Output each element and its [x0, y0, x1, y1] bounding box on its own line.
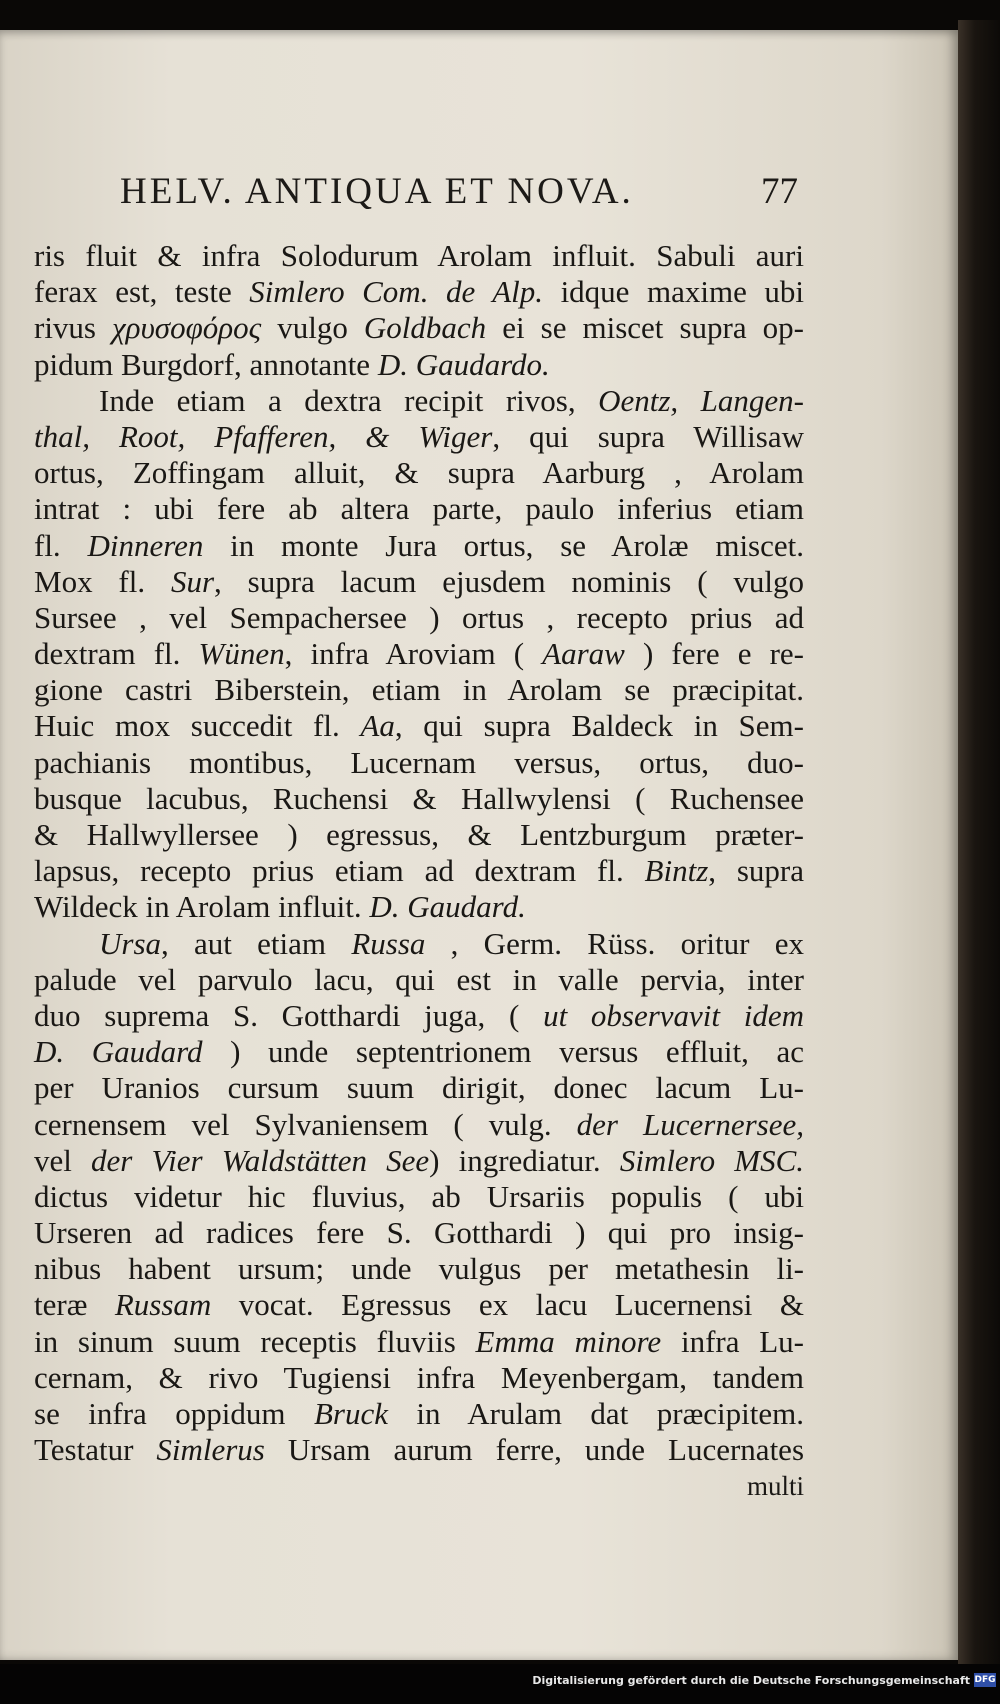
text-segment: pachianis montibus, Lucernam versus, ortus, duo- [34, 744, 804, 780]
text-segment: , supra lacum ejusdem nominis ( vulgo [214, 563, 804, 599]
text-segment: duo suprema S. Gotthardi juga, ( [34, 997, 544, 1033]
catchword: multi [746, 1471, 804, 1502]
italic-segment: Simlerus [156, 1432, 265, 1468]
text-segment: pidum Burgdorf, annotante [34, 346, 378, 382]
text-segment: Mox fl. [34, 563, 171, 599]
text-line [34, 564, 804, 600]
italic-segment: Russa [351, 925, 426, 961]
text-segment: in Arulam dat præcipitem. [387, 1396, 804, 1431]
text-segment: nibus habent ursum; unde vulgus per metathesin li- [34, 1251, 804, 1287]
text-line [34, 853, 804, 889]
text-line [34, 383, 804, 419]
text-segment: se infra oppidum [34, 1396, 314, 1431]
text-segment: , infra Aroviam ( [284, 636, 543, 672]
italic-segment: Bruck [313, 1396, 388, 1431]
italic-segment: Aaraw [542, 636, 625, 672]
text-line [34, 274, 804, 310]
text-segment: Ursam aurum ferre, unde Lucernates [264, 1432, 805, 1468]
text-segment: idque maxime ubi [543, 274, 804, 310]
text-line [34, 1432, 804, 1468]
text-line [34, 1034, 804, 1070]
text-line [34, 817, 804, 853]
text-line [34, 781, 804, 817]
italic-segment: Emma minore [475, 1323, 662, 1359]
text-line [34, 600, 804, 636]
text-line [34, 238, 804, 274]
text-line [34, 1179, 804, 1215]
book-spine-shadow [958, 20, 1000, 1670]
italic-segment: Russam [114, 1287, 212, 1323]
italic-segment: D. Gaudard. [369, 889, 526, 925]
text-line [34, 491, 804, 527]
text-segment: Huic mox succedit fl. [34, 708, 361, 744]
text-segment: ) unde septentrionem versus effluit, ac [202, 1034, 804, 1070]
text-segment: vel [34, 1142, 92, 1178]
text-line [34, 745, 804, 781]
text-segment: , aut etiam [161, 925, 352, 961]
italic-segment: der Lucernersee, [576, 1106, 804, 1142]
text-segment: Inde etiam a dextra recipit rivos, [99, 382, 599, 418]
italic-segment: Dinneren [87, 527, 204, 563]
italic-segment: Aa [360, 708, 395, 744]
text-line [34, 998, 804, 1034]
text-segment: Sursee , vel Sempachersee ) ortus , recepto prius ad [34, 599, 804, 635]
text-segment: ferax est, teste [34, 274, 250, 310]
text-line [34, 1251, 804, 1287]
text-line [34, 1215, 804, 1251]
text-segment: dextram fl. [34, 636, 199, 672]
text-segment: infra Lu- [661, 1323, 804, 1359]
text-line [34, 636, 804, 672]
italic-segment: Oentz, Langen- [598, 382, 804, 418]
italic-segment: Simlero Com. de Alp. [249, 274, 544, 310]
text-segment: dictus videtur hic fluvius, ab Ursariis populis ( ubi [34, 1178, 804, 1214]
text-line [34, 1324, 804, 1360]
italic-segment: χρυσοφόρος [112, 310, 262, 346]
text-segment: vulgo [261, 310, 364, 346]
text-segment: lapsus, recepto prius etiam ad dextram fl. [34, 853, 645, 889]
text-line [34, 962, 804, 998]
body-text [34, 238, 804, 1505]
text-line [34, 310, 804, 346]
italic-segment: Sur [170, 563, 215, 599]
italic-segment: Simlero MSC. [619, 1142, 804, 1178]
text-segment: ei se miscet supra op- [486, 310, 804, 346]
text-line [34, 672, 804, 708]
text-line [34, 1070, 804, 1106]
text-segment: in monte Jura ortus, se Arolæ miscet. [203, 527, 805, 563]
text-line [34, 455, 804, 491]
italic-segment: D. Gaudard [34, 1034, 203, 1070]
text-segment: , Germ. Rüss. oritur ex [425, 925, 804, 961]
text-segment: Testatur [34, 1432, 157, 1468]
page-number: 77 [761, 171, 798, 212]
text-line [34, 347, 804, 383]
dfg-logo: DFG [974, 1675, 996, 1685]
text-segment: & Hallwyllersee ) egressus, & Lentzburgum præter- [34, 817, 804, 852]
text-line [34, 1287, 804, 1323]
text-segment: ) ingrediatur. [429, 1142, 620, 1178]
text-line [34, 528, 804, 564]
text-segment: ris fluit & infra Solodurum Arolam influit. Sabuli auri [34, 238, 804, 273]
italic-segment: ut observavit idem [543, 997, 804, 1033]
text-segment: intrat : ubi fere ab altera parte, paulo inferius etiam [34, 491, 804, 527]
text-line [34, 1360, 804, 1396]
text-segment: cernensem vel Sylvaniensem ( vulg. [34, 1106, 577, 1142]
text-segment: Urseren ad radices fere S. Gotthardi ) qui pro insig- [34, 1215, 804, 1251]
text-segment: cernam, & rivo Tugiensi infra Meyenbergam, tandem [34, 1359, 804, 1395]
text-line [34, 419, 804, 455]
text-segment: Wildeck in Arolam influit. [34, 889, 370, 925]
text-segment: in sinum suum receptis fluviis [34, 1323, 476, 1359]
text-line [34, 708, 804, 744]
text-segment: , qui supra Willisaw [492, 418, 804, 454]
book-page [0, 30, 958, 1660]
text-segment: , supra [708, 853, 804, 889]
text-segment: ) fere e re- [624, 636, 805, 672]
footer-bar [0, 1664, 1000, 1704]
text-line [34, 889, 804, 925]
italic-segment: der Vier Waldstätten See [91, 1142, 430, 1178]
text-segment: rivus [34, 310, 113, 346]
page-header [120, 170, 810, 220]
text-segment: palude vel parvulo lacu, qui est in valle pervia, inter [34, 961, 804, 997]
italic-segment: thal, Root, Pfafferen, & Wiger [34, 418, 493, 454]
italic-segment: D. Gaudardo. [377, 346, 550, 382]
text-segment: fl. [34, 527, 88, 563]
italic-segment: Wünen [198, 636, 285, 672]
text-line [34, 1107, 804, 1143]
text-segment: gione castri Biberstein, etiam in Arolam se præcipitat. [34, 672, 804, 708]
text-line [34, 1143, 804, 1179]
text-segment: , qui supra Baldeck in Sem- [394, 708, 804, 744]
italic-segment: Bintz [644, 853, 709, 889]
text-segment: ortus, Zoffingam alluit, & supra Aarburg , Arolam [34, 455, 804, 491]
text-segment: vocat. Egressus ex lacu Lucernensi & [211, 1287, 805, 1323]
text-segment: per Uranios cursum suum dirigit, donec lacum Lu- [34, 1070, 804, 1106]
text-line [34, 926, 804, 962]
text-line [34, 1396, 804, 1432]
italic-segment: Goldbach [363, 310, 487, 346]
running-title: HELV. ANTIQUA ET NOVA. [120, 171, 634, 212]
funding-credit: Digitalisierung gefördert durch die Deutsche Forschungsgemeinschaft [532, 1674, 970, 1687]
text-segment: busque lacubus, Ruchensi & Hallwylensi ( Ruchensee [34, 780, 804, 816]
text-segment: teræ [34, 1287, 115, 1323]
italic-segment: Ursa [99, 925, 162, 961]
